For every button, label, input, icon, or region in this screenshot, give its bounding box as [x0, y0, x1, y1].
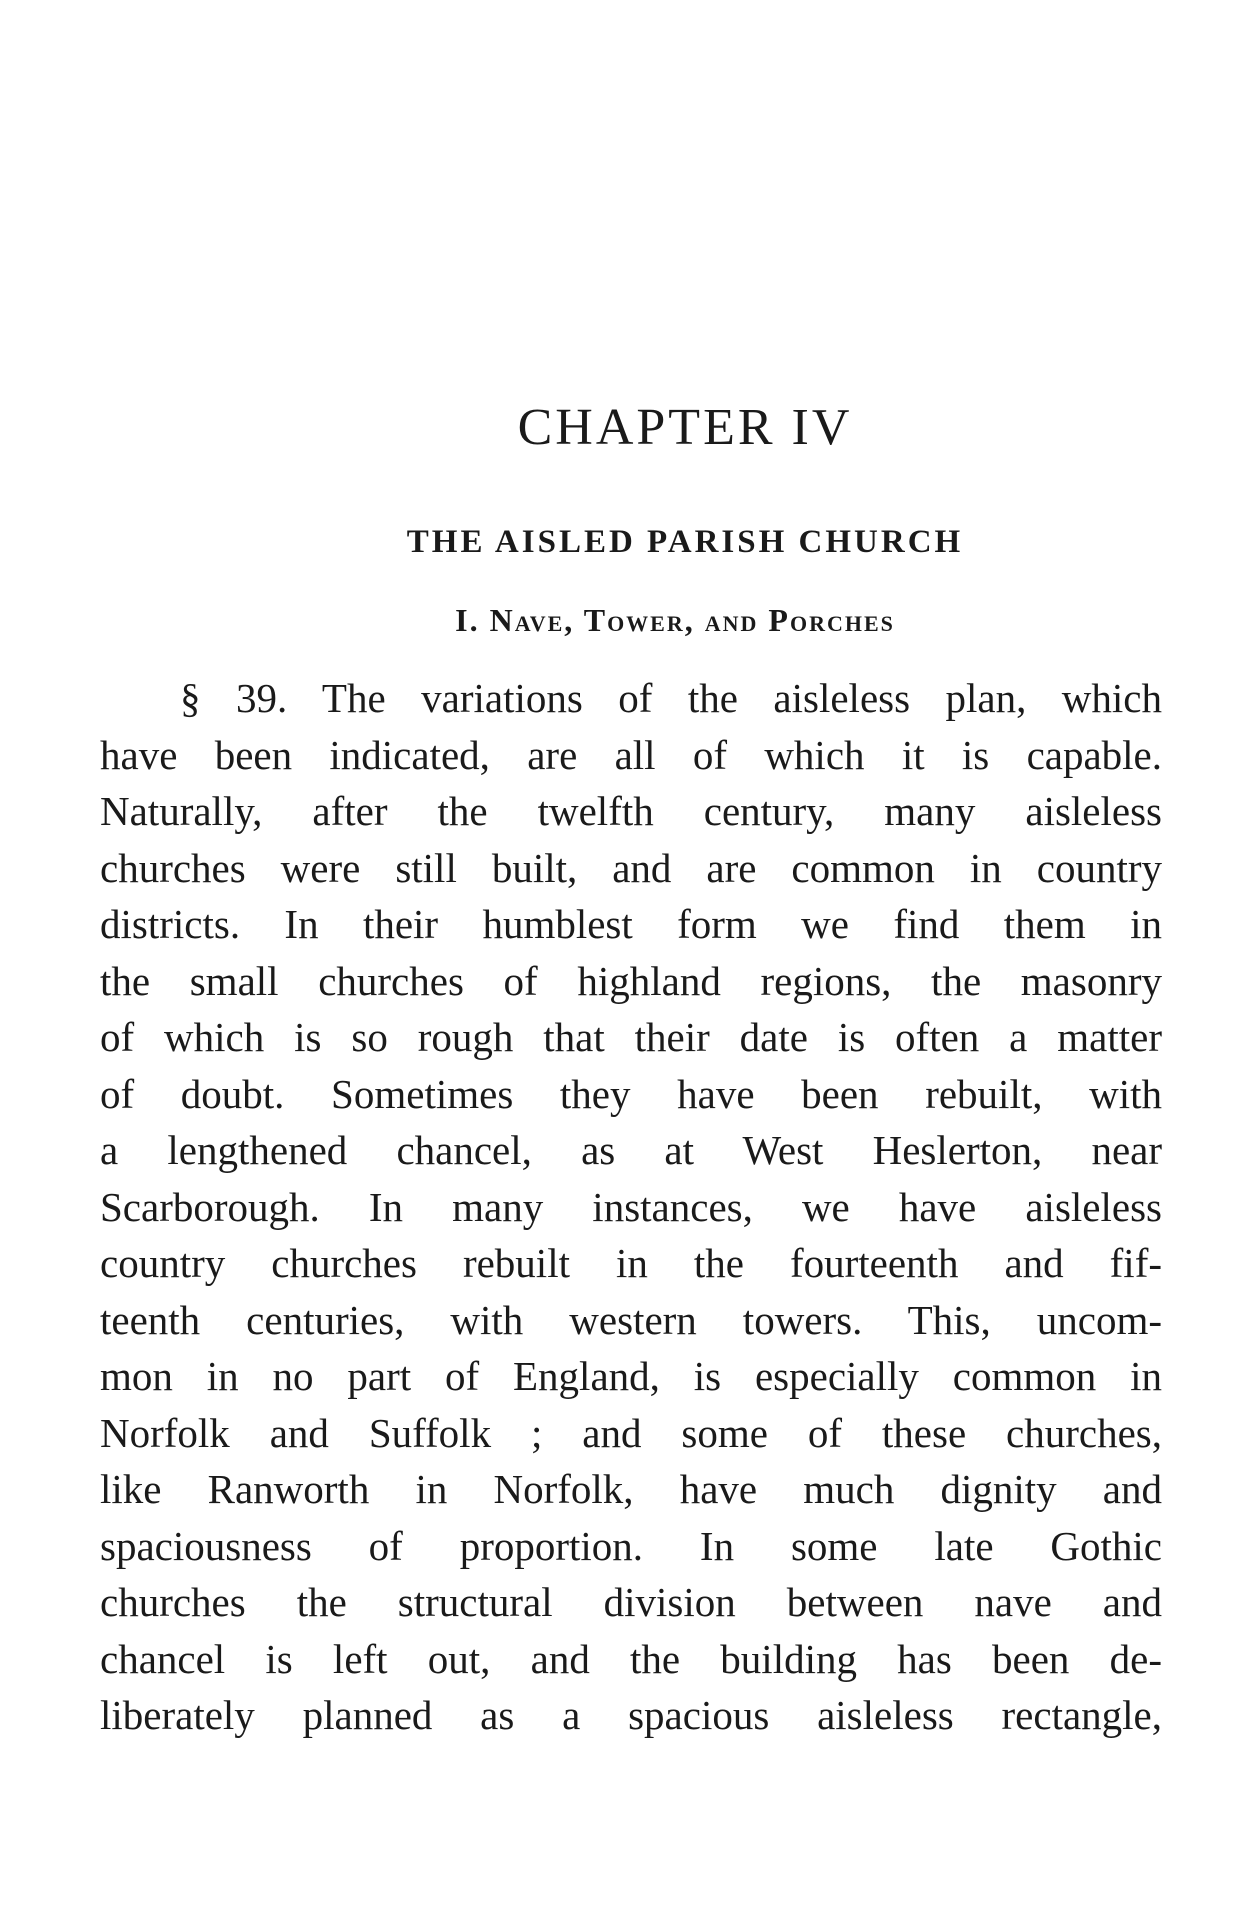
- text-line: of which is so rough that their date is often a matter: [100, 1014, 1162, 1060]
- text-line: mon in no part of England, is especially common in: [100, 1353, 1162, 1399]
- text-line: churches were still built, and are common in country: [100, 844, 1162, 891]
- body-paragraph: [100, 670, 1162, 1744]
- text-line: § 39. The variations of the aisleless plan, which: [180, 675, 1162, 721]
- text-line: Naturally, after the twelfth century, many aisleless: [100, 788, 1162, 834]
- text-line: Norfolk and Suffolk ; and some of these churches,: [100, 1409, 1162, 1456]
- text-line: a lengthened chancel, as at West Heslerton, near: [100, 1127, 1162, 1173]
- text-line: spaciousness of proportion. In some late Gothic: [100, 1522, 1162, 1569]
- text-line: like Ranworth in Norfolk, have much dignity and: [100, 1466, 1162, 1512]
- text-line: liberately planned as a spacious aisleless rectangle,: [100, 1692, 1162, 1738]
- chapter-subtitle: THE AISLED PARISH CHURCH: [406, 524, 964, 560]
- chapter-title: CHAPTER IV: [517, 399, 853, 456]
- text-line: districts. In their humblest form we find them in: [100, 901, 1162, 947]
- text-line: the small churches of highland regions, the masonry: [100, 957, 1162, 1004]
- text-line: churches the structural division between nave and: [100, 1579, 1162, 1625]
- text-line: Scarborough. In many instances, we have aisleless: [100, 1183, 1162, 1230]
- text-line: country churches rebuilt in the fourteenth and fif-: [100, 1240, 1162, 1286]
- text-line: teenth centuries, with western towers. This, uncom-: [100, 1296, 1162, 1343]
- text-line: of doubt. Sometimes they have been rebuilt, with: [100, 1070, 1162, 1117]
- section-heading: I. Nave, Tower, and Porches: [455, 602, 895, 638]
- text-line: have been indicated, are all of which it is capable.: [100, 731, 1162, 778]
- text-line: chancel is left out, and the building has been de-: [100, 1635, 1162, 1682]
